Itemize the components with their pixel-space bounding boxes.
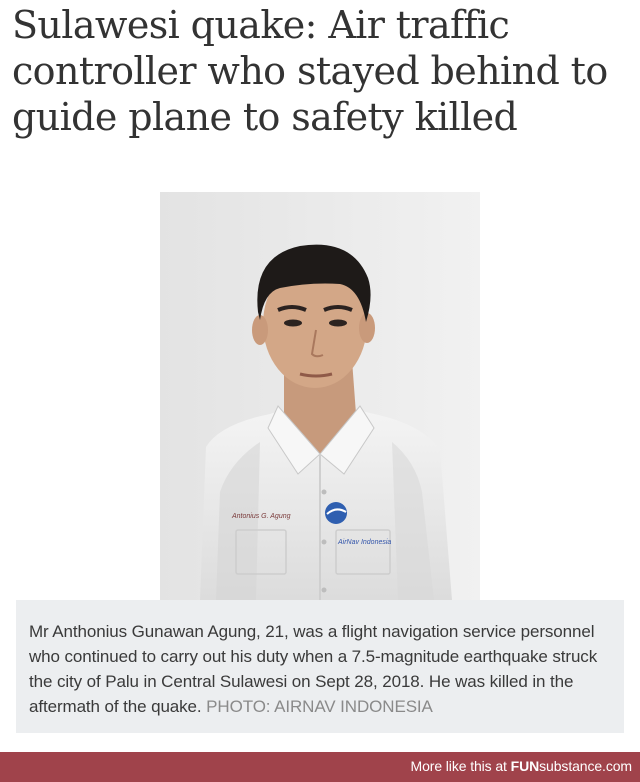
portrait-illustration xyxy=(160,192,480,600)
footer-brand-rest: substance.com xyxy=(539,758,632,774)
article-photo xyxy=(160,192,480,600)
footer-link[interactable] xyxy=(411,758,632,774)
name-tag-text: Antonius G. Agung xyxy=(232,513,291,520)
photo-caption xyxy=(29,619,612,719)
footer-brand-bold: FUN xyxy=(510,758,540,774)
caption-text: Mr Anthonius Gunawan Agung, 21, was a flight navigation service personnel who continued to carry out his duty when a 7.5-magnitude earthquake struck the city of Palu in Central Sulawesi on Sept 28, 2018. He was killed in the aftermath of the quake. xyxy=(29,622,598,716)
footer-more-text: More like this at xyxy=(410,758,507,774)
shirt-logo-text: AirNav Indonesia xyxy=(338,539,392,546)
photo-caption-box xyxy=(16,600,624,733)
footer-bar xyxy=(0,752,640,782)
photo-credit: PHOTO: AIRNAV INDONESIA xyxy=(206,697,433,716)
article-headline: Sulawesi quake: Air traffic controller who stayed behind to guide plane to safety killed xyxy=(12,3,608,139)
